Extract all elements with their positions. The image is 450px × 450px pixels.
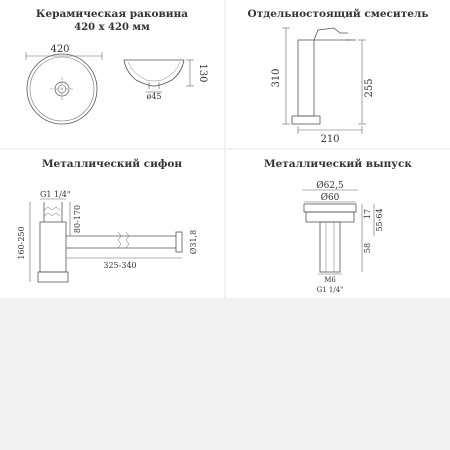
dim-height-17: 17	[363, 208, 372, 220]
dim-width: 210	[320, 134, 340, 145]
dim-length-range: 325-340	[103, 261, 137, 270]
mixer-body	[298, 40, 314, 116]
panel-title: Металлический сифон	[41, 158, 183, 170]
dim-height-58: 58	[363, 242, 372, 254]
break-mark	[118, 232, 129, 248]
dim-vertical-range: 80-170	[73, 204, 82, 234]
siphon-cup	[38, 272, 68, 282]
siphon-drawing	[0, 150, 224, 298]
dim-inner-diameter: Ø60	[320, 193, 340, 203]
mixer-drawing	[226, 0, 450, 148]
dim-thread-m: M6	[324, 276, 336, 284]
panel-ceramic-sink	[0, 0, 224, 148]
page-background	[0, 298, 450, 450]
sink-side-profile	[124, 60, 184, 86]
dim-diameter: 420	[50, 44, 70, 55]
mixer-lever	[314, 28, 348, 40]
panel-metal-drain	[226, 150, 450, 298]
mixer-base	[292, 116, 320, 124]
siphon-body	[40, 222, 66, 272]
drain-cap	[304, 204, 356, 212]
dim-height-right: 255	[364, 78, 375, 98]
panel-title: Металлический выпуск	[264, 158, 412, 170]
dim-thread-g: G1 1/4"	[316, 286, 344, 294]
drain-flange	[306, 212, 354, 222]
dim-height-range: 55-64	[375, 208, 384, 232]
dim-drain: ø45	[146, 92, 162, 101]
dim-pipe-diameter: Ø31,8	[189, 229, 198, 255]
panel-subtitle: 420 x 420 мм	[74, 22, 150, 33]
panel-title: Отдельностоящий смеситель	[247, 8, 429, 20]
dim-thread: G1 1/4"	[40, 190, 71, 199]
dim-outer-diameter: Ø62,5	[316, 181, 344, 191]
panel-title: Керамическая раковина	[35, 8, 189, 20]
sink-drawing	[0, 0, 224, 148]
wall-flange	[176, 232, 182, 252]
dim-height-left: 310	[271, 68, 282, 88]
drain-body	[320, 222, 340, 272]
panel-freestanding-mixer	[226, 0, 450, 148]
dim-height-range: 160-250	[17, 226, 26, 260]
break-mark	[44, 207, 60, 216]
panel-metal-siphon	[0, 150, 224, 298]
dim-height: 130	[197, 63, 208, 83]
drain-drawing	[226, 150, 450, 298]
sink-side-inner	[128, 62, 180, 81]
